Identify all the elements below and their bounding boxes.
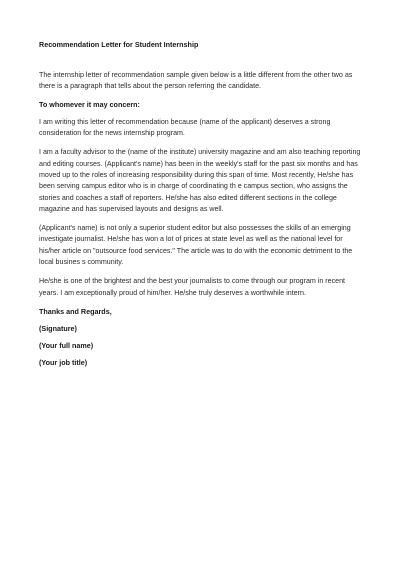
full-name-placeholder: (Your full name) [39, 340, 94, 350]
intro-paragraph: The internship letter of recommendation sample given below is a little different from the other two as there is a paragraph that tells about the person referring the candidate. [39, 71, 353, 91]
signature-placeholder: (Signature) [39, 323, 77, 333]
letter-body [39, 40, 364, 375]
salutation: To whomever it may concern: [39, 100, 140, 110]
closing-block [39, 307, 364, 367]
body-paragraph-4: He/she is one of the brightest and the best your journalists to come through our program in recent years. I am exceptionally proud of him/her. He/she truly deserves a worthwhile intern. [39, 277, 345, 297]
letter-title: Recommendation Letter for Student Internship [39, 40, 199, 49]
body-paragraph-2: I am a faculty advisor to the (name of the institute) university magazine and am also teaching reporting and editing courses. (Applicant's name) has been in the weekly's staff for the past six months and has moved up to the roles of increasing responsibility during this span of time. Most recently, He/she has been serving campus editor who is in charge of coordinating th e campus section, who assigns the stories and coaches a staff of reporters. He/she has also edited different sections in the college magazine and has supervised layouts and designs as well. [39, 148, 361, 214]
body-paragraph-1: I am writing this letter of recommendation because (name of the applicant) deserves a strong consideration for the news internship program. [39, 117, 331, 138]
job-title-placeholder: (Your job title) [39, 357, 88, 367]
body-paragraph-3: (Applicant's name) is not only a superior student editor but also possesses the skills of an emerging investigate journalist. He/she has won a lot of prices at state level as well as the national level for his/her article on "outsource food services." The article was to do with the economic detriment to the local busines s community. [39, 224, 353, 267]
closing-regards: Thanks and Regards, [39, 306, 112, 316]
